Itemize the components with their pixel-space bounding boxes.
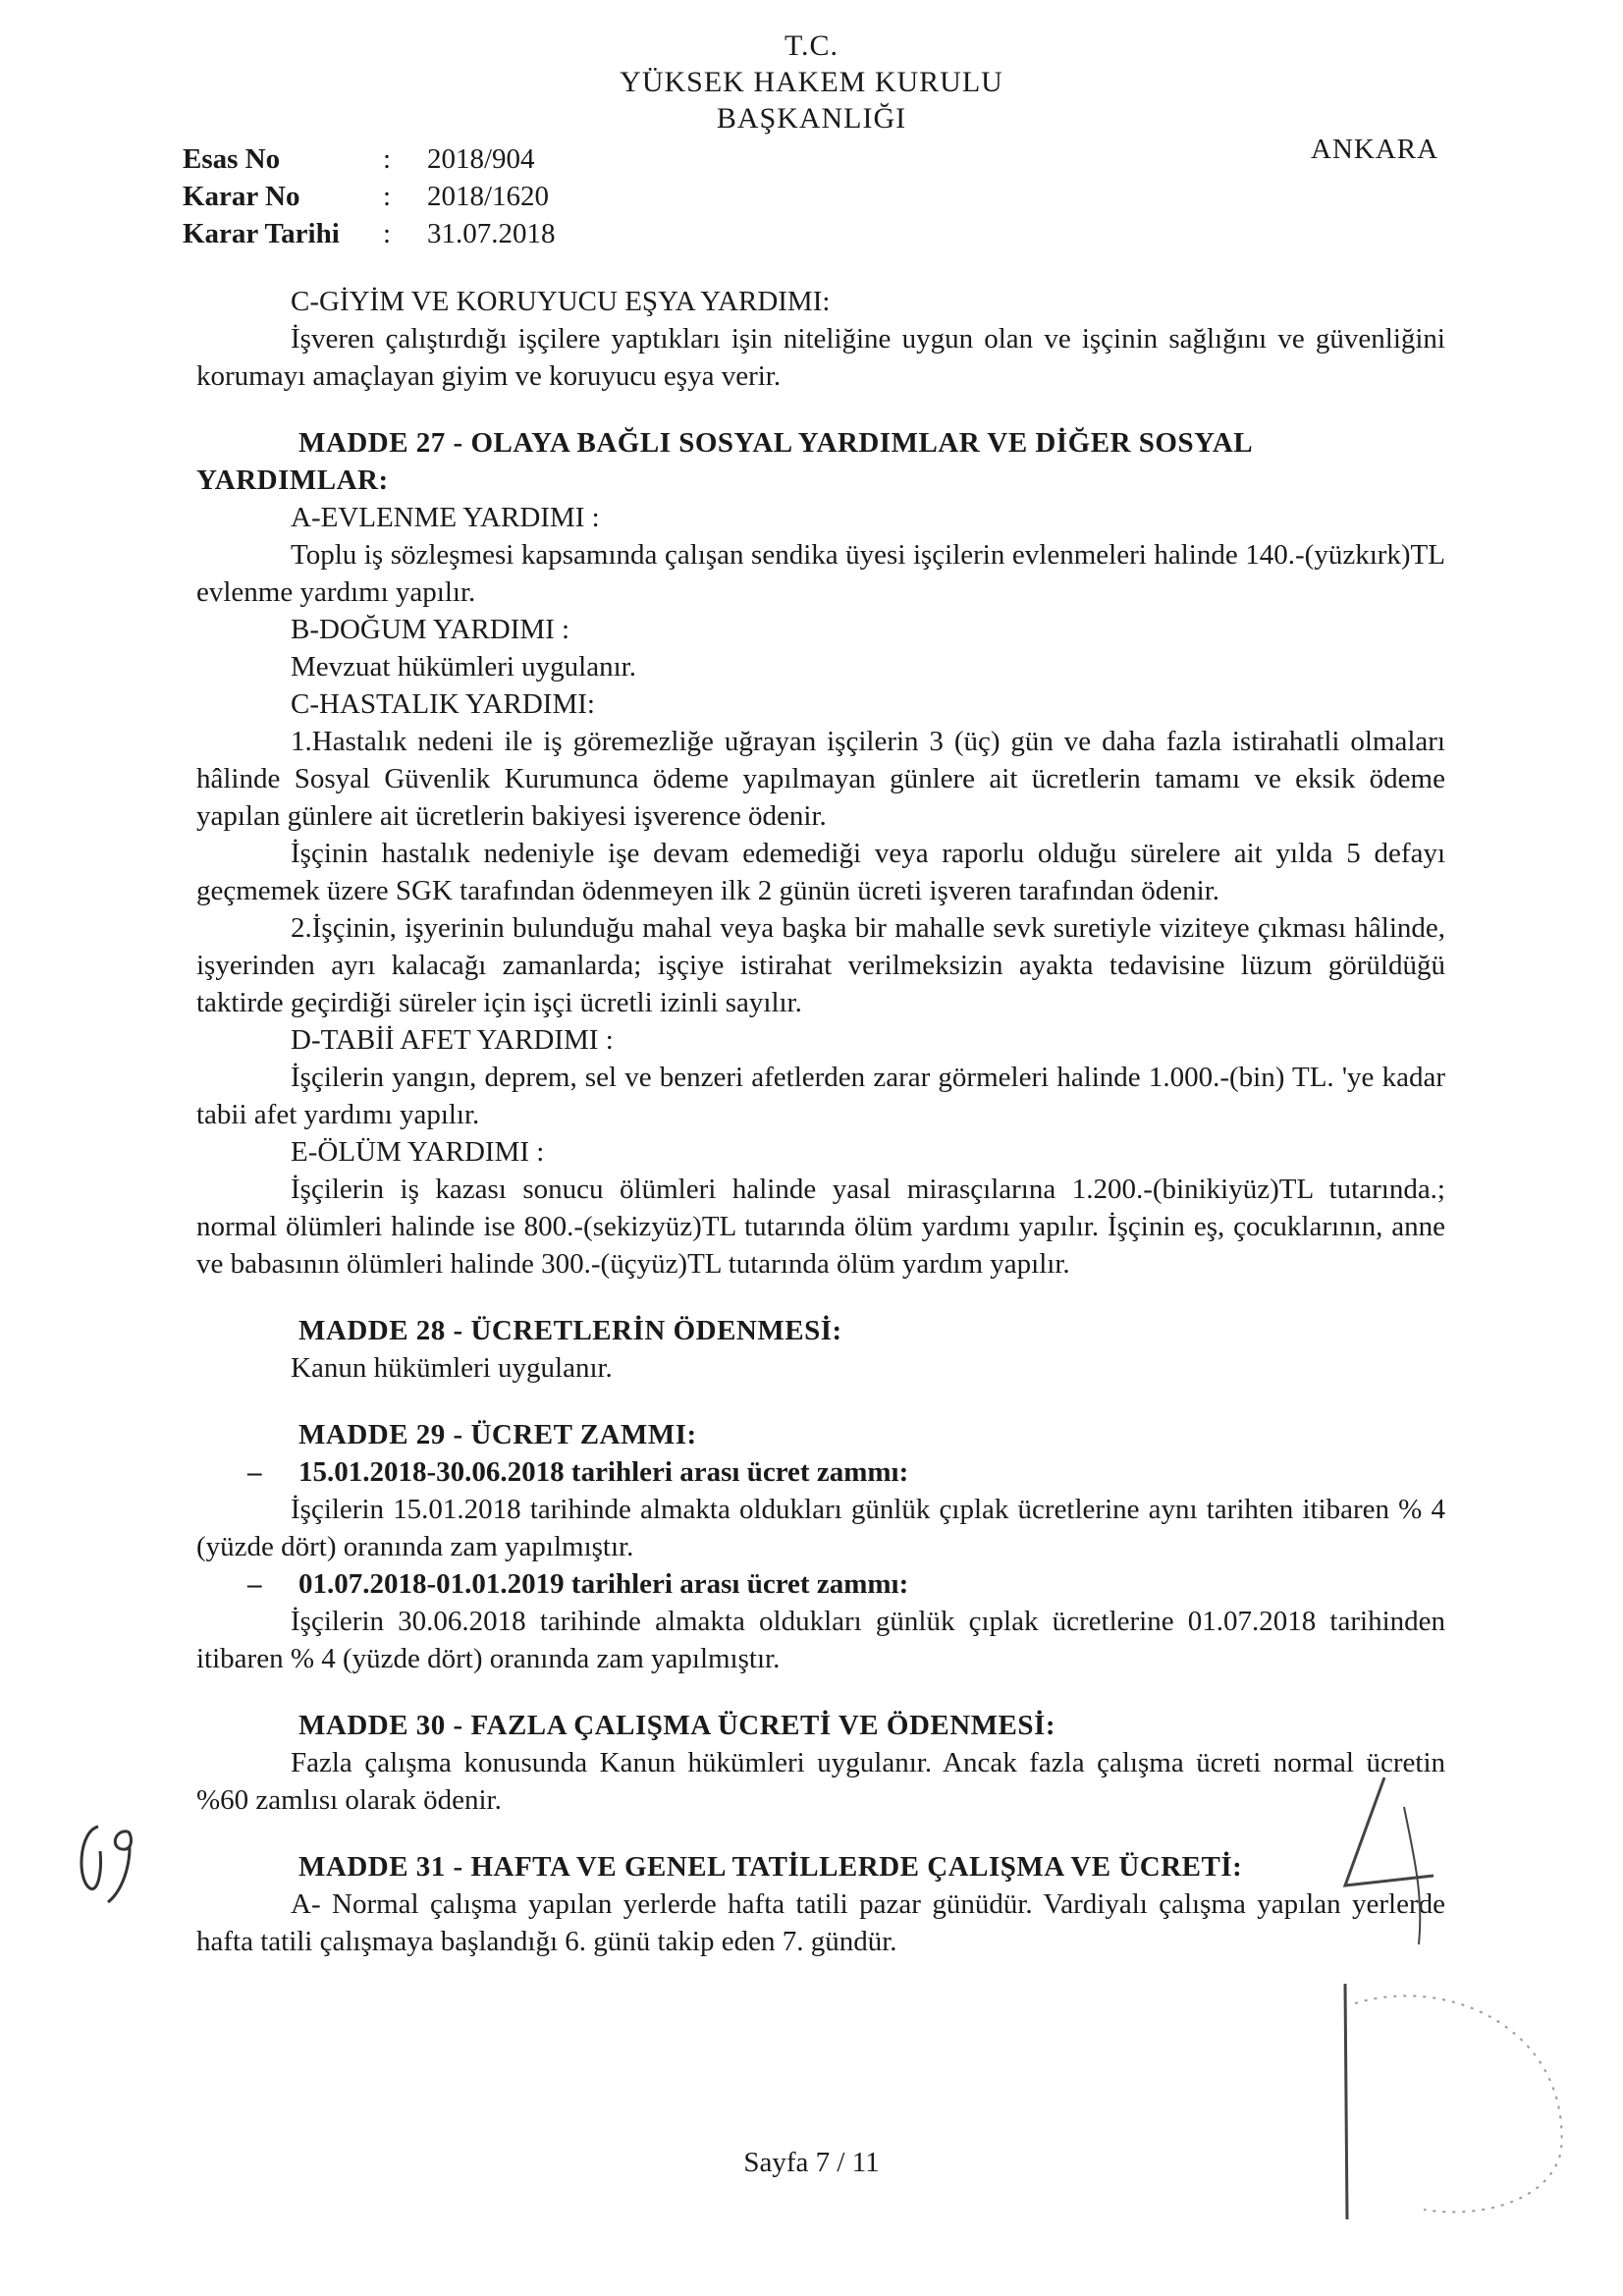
tarih-label: Karar Tarihi	[183, 218, 340, 249]
hastalik-paragraph-2: İşçinin hastalık nedeniyle işe devam edemediği veya raporlu olduğu sürelere ait yılda 5 defayı geçmemek üzere SGK tarafından ödenmeyen ilk 2 günün ücreti işveren tarafından ödenir.	[196, 838, 1445, 906]
giyim-text: İşveren çalıştırdığı işçilere yaptıkları işin niteliğine uygun olan ve işçinin sağlığını ve güvenliğini korumayı amaçlayan giyim ve koruyucu eşya verir.	[196, 323, 1445, 392]
madde-29-title: MADDE 29 - ÜCRET ZAMMI:	[298, 1419, 697, 1450]
hastalik-title: C-HASTALIK YARDIMI:	[291, 688, 595, 720]
afet-text: İşçilerin yangın, deprem, sel ve benzeri afetlerden zarar görmeleri halinde 1.000.-(bin) TL. 'ye kadar tabii afet yardımı yapılır.	[196, 1062, 1445, 1130]
afet-title: D-TABİİ AFET YARDIMI :	[291, 1024, 614, 1056]
dogum-title: B-DOĞUM YARDIMI :	[291, 614, 570, 645]
karar-row	[183, 178, 556, 215]
bullet-dash: –	[247, 1456, 262, 1488]
madde-28-title: MADDE 28 - ÜCRETLERİN ÖDENMESİ:	[298, 1315, 842, 1346]
hastalik-paragraph-3: 2.İşçinin, işyerinin bulunduğu mahal veya başka bir mahalle sevk suretiyle viziteye çıkması hâlinde, işyerinden ayrı kalacağı zamanlarda; işçiye istirahat verilmeksizin ayakta tedavisine lüzum görüldüğü taktirde geçirdiği süreler için işçi ücretli izinli sayılır.	[196, 912, 1445, 1018]
tarih-row	[183, 215, 556, 252]
document-header	[0, 27, 1623, 137]
handwritten-initials	[69, 1812, 157, 1910]
evlenme-text: Toplu iş sözleşmesi kapsamında çalışan sendika üyesi işçilerin evlenmeleri halinde 140.-(yüzkırk)TL evlenme yardımı yapılır.	[196, 539, 1445, 608]
esas-row	[183, 140, 556, 178]
dogum-text: Mevzuat hükümleri uygulanır.	[291, 651, 636, 683]
zam-2-title	[196, 1565, 1445, 1603]
karar-value: 2018/1620	[427, 181, 550, 212]
header-presidency: BAŞKANLIĞI	[716, 102, 907, 135]
zam-1-title	[196, 1453, 1445, 1491]
zam-1-text: İşçilerin 15.01.2018 tarihinde almakta oldukları günlük çıplak ücretlerine aynı tarihten itibaren % 4 (yüzde dört) oranında zam yapılmıştır.	[196, 1494, 1445, 1562]
olum-title: E-ÖLÜM YARDIMI :	[291, 1136, 545, 1168]
karar-colon: :	[383, 181, 392, 212]
header-institution: YÜKSEK HAKEM KURULU	[620, 66, 1003, 98]
evlenme-title: A-EVLENME YARDIMI :	[291, 502, 600, 533]
tarih-value: 31.07.2018	[427, 218, 556, 249]
madde-30-text: Fazla çalışma konusunda Kanun hükümleri uygulanır. Ancak fazla çalışma ücreti normal ücretin %60 zamlısı olarak ödenir.	[196, 1747, 1445, 1816]
city-label: ANKARA	[1311, 134, 1439, 165]
esas-label: Esas No	[183, 143, 281, 175]
giyim-title: C-GİYİM VE KORUYUCU EŞYA YARDIMI:	[291, 286, 831, 317]
page-number: Sayfa 7 / 11	[743, 2147, 880, 2178]
header-tc: T.C.	[784, 29, 839, 62]
madde-30-title: MADDE 30 - FAZLA ÇALIŞMA ÜCRETİ VE ÖDENMESİ:	[298, 1710, 1055, 1741]
tarih-colon: :	[383, 218, 392, 249]
zam-1-title-text: 15.01.2018-30.06.2018 tarihleri arası ücret zammı:	[298, 1456, 909, 1488]
hastalik-paragraph-1: 1.Hastalık nedeni ile iş göremezliğe uğrayan işçilerin 3 (üç) gün ve daha fazla istirahatli olmaları hâlinde Sosyal Güvenlik Kurumunca ödeme yapılmayan günlere ait ücretlerin tamamı ve eksik ödeme yapılan günlere ait ücretlerin bakiyesi işverence ödenir.	[196, 726, 1445, 832]
madde-31-title: MADDE 31 - HAFTA VE GENEL TATİLLERDE ÇALIŞMA VE ÜCRETİ:	[298, 1851, 1243, 1883]
case-metadata	[183, 140, 556, 252]
bullet-dash: –	[247, 1568, 262, 1600]
document-body	[196, 283, 1445, 1960]
karar-label: Karar No	[183, 181, 300, 212]
zam-2-text: İşçilerin 30.06.2018 tarihinde almakta oldukları günlük çıplak ücretlerine 01.07.2018 tarihinden itibaren % 4 (yüzde dört) oranında zam yapılmıştır.	[196, 1606, 1445, 1674]
esas-value: 2018/904	[427, 143, 535, 175]
stamp-trace	[1335, 1974, 1591, 2229]
madde-28-text: Kanun hükümleri uygulanır.	[291, 1352, 613, 1384]
esas-colon: :	[383, 143, 392, 175]
olum-text: İşçilerin iş kazası sonucu ölümleri halinde yasal mirasçılarına 1.200.-(binikiyüz)TL tutarında.; normal ölümleri halinde ise 800.-(sekizyüz)TL tutarında ölüm yardımı yapılır. İşçinin eş, çocuklarının, anne ve babasının ölümleri halinde 300.-(üçyüz)TL tutarında ölüm yardım yapılır.	[196, 1174, 1445, 1280]
madde-27-title: MADDE 27 - OLAYA BAĞLI SOSYAL YARDIMLAR VE DİĞER SOSYAL YARDIMLAR:	[196, 427, 1252, 496]
zam-2-title-text: 01.07.2018-01.01.2019 tarihleri arası ücret zammı:	[298, 1568, 909, 1600]
madde-31-text: A- Normal çalışma yapılan yerlerde hafta tatili pazar günüdür. Vardiyalı çalışma yapılan yerlerde hafta tatili çalışmaya başlandığı 6. günü takip eden 7. gündür.	[196, 1888, 1445, 1957]
